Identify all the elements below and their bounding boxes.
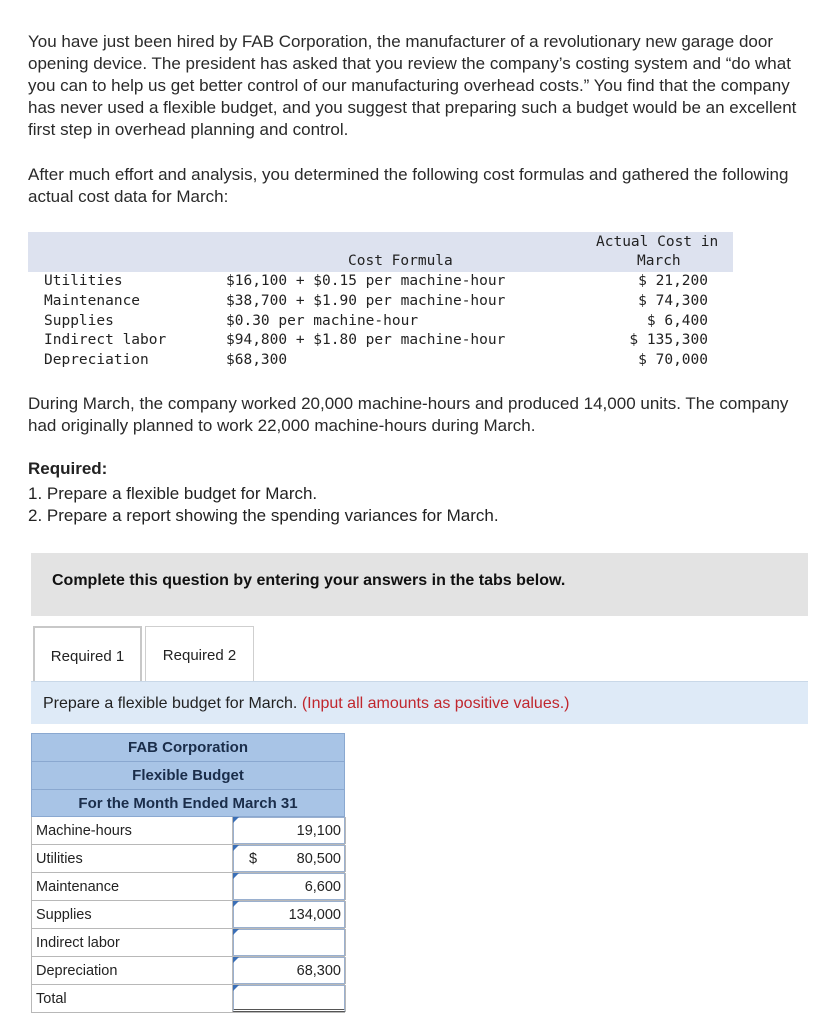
cost-item: Supplies bbox=[44, 313, 114, 329]
flexible-budget-form bbox=[31, 733, 345, 1013]
input-value: 19,100 bbox=[296, 823, 341, 839]
cost-item: Utilities bbox=[44, 273, 123, 289]
cost-item: Maintenance bbox=[44, 293, 141, 309]
input-marker-icon bbox=[233, 873, 239, 879]
row-label: Depreciation bbox=[36, 963, 118, 979]
input-marker-icon bbox=[233, 929, 239, 935]
cost-formula: $68,300 bbox=[226, 352, 288, 368]
tab-required-2[interactable]: Required 2 bbox=[145, 626, 254, 682]
problem-intro: You have just been hired by FAB Corporation, the manufacturer of a revolutionary new garage door opening device. The president has asked that you review the company’s costing system and “do what you can to help us get better control of our manufacturing overhead costs.” You find that the company has never used a flexible budget, and you suggest that preparing such a budget would be an excellent first step in overhead planning and control. bbox=[28, 32, 797, 139]
row-label: Supplies bbox=[36, 907, 92, 923]
budget-company-name: FAB Corporation bbox=[31, 733, 345, 761]
cost-formula: $94,800 + $1.80 per machine-hour bbox=[226, 332, 506, 348]
cost-formula: $16,100 + $0.15 per machine-hour bbox=[226, 273, 506, 289]
maintenance-input[interactable] bbox=[232, 873, 346, 900]
instruction-main: Prepare a flexible budget for March. bbox=[43, 695, 298, 712]
input-value: 68,300 bbox=[296, 963, 341, 979]
cost-item: Indirect labor bbox=[44, 332, 167, 348]
input-value: 134,000 bbox=[288, 907, 341, 923]
row-label: Maintenance bbox=[36, 879, 120, 895]
budget-row-total bbox=[31, 985, 345, 1013]
actual-cost: $ 70,000 bbox=[638, 352, 708, 368]
row-label: Indirect labor bbox=[36, 935, 120, 951]
depreciation-input[interactable] bbox=[232, 957, 346, 984]
budget-row-machine-hours bbox=[31, 817, 345, 845]
input-value: 80,500 bbox=[296, 851, 341, 867]
indirect-labor-input[interactable] bbox=[232, 929, 346, 956]
row-label: Machine-hours bbox=[36, 823, 132, 839]
cost-item: Depreciation bbox=[44, 352, 149, 368]
instructions-banner bbox=[31, 553, 808, 616]
cost-formula: $38,700 + $1.90 per machine-hour bbox=[226, 293, 506, 309]
input-marker-icon bbox=[233, 817, 239, 823]
formula-header: Cost Formula bbox=[348, 253, 453, 269]
actual-cost: $ 74,300 bbox=[638, 293, 708, 309]
input-marker-icon bbox=[233, 985, 239, 991]
row-label: Total bbox=[36, 991, 67, 1007]
actual-cost: $ 135,300 bbox=[629, 332, 708, 348]
tab-required-1[interactable]: Required 1 bbox=[33, 626, 142, 682]
required-item-2: 2. Prepare a report showing the spending variances for March. bbox=[28, 506, 499, 525]
input-box[interactable] bbox=[233, 985, 345, 1012]
actual-cost: $ 21,200 bbox=[638, 273, 708, 289]
budget-row-indirect-labor bbox=[31, 929, 345, 957]
banner-text: Complete this question by entering your answers in the tabs below. bbox=[52, 572, 566, 589]
cost-formula-table bbox=[28, 229, 733, 374]
input-marker-icon bbox=[233, 845, 239, 851]
supplies-input[interactable] bbox=[232, 901, 346, 928]
input-marker-icon bbox=[233, 901, 239, 907]
problem-intro-2: After much effort and analysis, you determined the following cost formulas and gathered the following actual cost data for March: bbox=[28, 165, 789, 206]
budget-row-supplies bbox=[31, 901, 345, 929]
currency-symbol: $ bbox=[249, 851, 258, 867]
input-box[interactable] bbox=[233, 929, 345, 956]
machine-hours-input[interactable] bbox=[232, 817, 346, 844]
input-marker-icon bbox=[233, 957, 239, 963]
budget-period: For the Month Ended March 31 bbox=[31, 789, 345, 817]
tab-instruction-bar bbox=[31, 681, 808, 724]
actual-header-line1: Actual Cost in bbox=[596, 234, 719, 250]
instruction-note: (Input all amounts as positive values.) bbox=[301, 695, 570, 712]
required-heading: Required: bbox=[28, 459, 108, 478]
actual-cost: $ 6,400 bbox=[646, 313, 708, 329]
budget-title: Flexible Budget bbox=[31, 761, 345, 789]
instruction-text bbox=[43, 695, 570, 713]
actual-header-line2: March bbox=[637, 253, 681, 269]
required-item-1: 1. Prepare a flexible budget for March. bbox=[28, 484, 318, 503]
budget-row-maintenance bbox=[31, 873, 345, 901]
cost-formula: $0.30 per machine-hour bbox=[226, 313, 419, 329]
budget-row-utilities bbox=[31, 845, 345, 873]
budget-row-depreciation bbox=[31, 957, 345, 985]
row-label: Utilities bbox=[36, 851, 83, 867]
utilities-input[interactable] bbox=[232, 845, 346, 872]
input-value: 6,600 bbox=[304, 879, 341, 895]
march-activity-text: During March, the company worked 20,000 machine-hours and produced 14,000 units. The company had originally planned to work 22,000 machine-hours during March. bbox=[28, 394, 789, 435]
total-input[interactable] bbox=[232, 985, 346, 1012]
